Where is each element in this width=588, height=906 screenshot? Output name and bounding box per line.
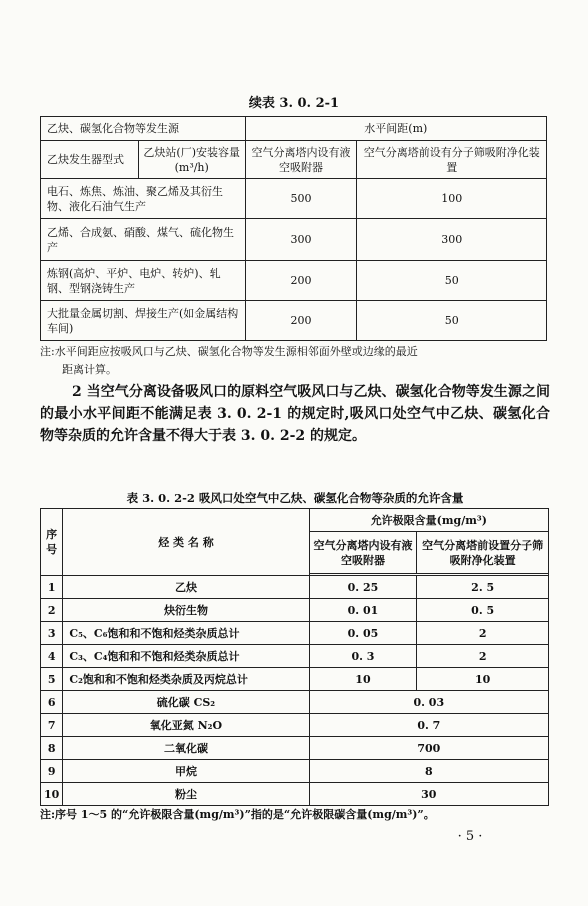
table-row [41, 691, 549, 714]
header-source: 乙炔、碳氢化合物等发生源 [41, 117, 246, 141]
row-no: 4 [41, 645, 63, 668]
row-value: 0. 7 [309, 714, 548, 737]
page-number: · 5 · [457, 829, 483, 844]
sub-col-b: 空气分离塔前设置分子筛吸附净化装置 [417, 532, 549, 574]
row-name: 炔衍生物 [63, 599, 309, 622]
table-row [41, 737, 549, 760]
row-value-b: 2. 5 [417, 576, 549, 599]
table2-note: 注:序号 1～5 的“允许极限含量(mg/m³)”指的是“允许极限碳含量(mg/m³)”。 [40, 808, 435, 821]
table-row [41, 261, 547, 301]
table-row [41, 760, 549, 783]
table-row [41, 668, 549, 691]
row-value-b: 0. 5 [417, 599, 549, 622]
row-name: C₃、C₄饱和和不饱和烃类杂质总计 [63, 645, 309, 668]
table-separation-distance [40, 116, 547, 341]
value-cell: 200 [245, 301, 357, 341]
table-impurity-limits [40, 508, 549, 806]
row-name: 乙炔 [63, 576, 309, 599]
note-line: 距离计算。 [62, 363, 117, 376]
row-name: 氧化亚氮 N₂O [63, 714, 309, 737]
table2-title: 表 3. 0. 2-2 吸风口处空气中乙炔、碳氢化合物等杂质的允许含量 [126, 491, 464, 505]
value-cell: 300 [357, 219, 547, 261]
row-value-a: 0. 05 [309, 622, 417, 645]
row-no: 3 [41, 622, 63, 645]
row-value-b: 2 [417, 622, 549, 645]
source-cell: 炼钢(高炉、平炉、电炉、转炉)、轧钢、型钢浇铸生产 [41, 261, 246, 301]
value-cell: 50 [357, 301, 547, 341]
table-row [41, 219, 547, 261]
row-name: 二氧化碳 [63, 737, 309, 760]
table-row [41, 622, 549, 645]
table-row [41, 645, 549, 668]
header-limit: 允许极限含量(mg/m³) [309, 509, 548, 532]
sub-station-capacity: 乙炔站(厂)安装容量(m³/h) [138, 141, 245, 179]
row-no: 7 [41, 714, 63, 737]
row-no: 10 [41, 783, 63, 806]
source-cell: 乙烯、合成氨、硝酸、煤气、硫化物生产 [41, 219, 246, 261]
row-value-b: 10 [417, 668, 549, 691]
sub-col-liquid-adsorber: 空气分离塔内设有液空吸附器 [245, 141, 357, 179]
row-name: C₂饱和和不饱和烃类杂质及丙烷总计 [63, 668, 309, 691]
row-no: 2 [41, 599, 63, 622]
row-name: C₅、C₆饱和和不饱和烃类杂质总计 [63, 622, 309, 645]
header-no: 序号 [41, 509, 63, 576]
note-line: 注:水平间距应按吸风口与乙炔、碳氢化合物等发生源相邻面外壁或边缘的最近 [40, 345, 418, 358]
table1-note [40, 343, 550, 379]
row-no: 1 [41, 576, 63, 599]
table-row [41, 783, 549, 806]
value-cell: 50 [357, 261, 547, 301]
row-value: 30 [309, 783, 548, 806]
row-value-b: 2 [417, 645, 549, 668]
table-row [41, 576, 549, 599]
sub-generator-type: 乙炔发生器型式 [41, 141, 139, 179]
row-value: 0. 03 [309, 691, 548, 714]
value-cell: 500 [245, 179, 357, 219]
row-no: 9 [41, 760, 63, 783]
value-cell: 200 [245, 261, 357, 301]
row-name: 硫化碳 CS₂ [63, 691, 309, 714]
row-no: 6 [41, 691, 63, 714]
sub-col-sieve: 空气分离塔前设有分子筛吸附净化装置 [357, 141, 547, 179]
row-value: 700 [309, 737, 548, 760]
row-value: 8 [309, 760, 548, 783]
row-name: 甲烷 [63, 760, 309, 783]
row-no: 8 [41, 737, 63, 760]
row-value-a: 10 [309, 668, 417, 691]
table-row [41, 599, 549, 622]
header-distance: 水平间距(m) [245, 117, 546, 141]
table1-title: 续表 3. 0. 2-1 [248, 96, 340, 111]
row-value-a: 0. 25 [309, 576, 417, 599]
body-paragraph: 2 当空气分离设备吸风口的原料空气吸风口与乙炔、碳氢化合物等发生源之间的最小水平间距不能满足表 3. 0. 2-1 的规定时,吸风口处空气中乙炔、碳氢化合物等杂质的允许含量不得大于表 3. 0. 2-2 的规定。 [40, 384, 550, 444]
source-cell: 电石、炼焦、炼油、聚乙烯及其衍生物、液化石油气生产 [41, 179, 246, 219]
value-cell: 100 [357, 179, 547, 219]
table-row [41, 301, 547, 341]
table-row [41, 179, 547, 219]
row-name: 粉尘 [63, 783, 309, 806]
sub-col-a: 空气分离塔内设有液空吸附器 [309, 532, 417, 574]
header-name: 烃 类 名 称 [63, 509, 309, 576]
value-cell: 300 [245, 219, 357, 261]
source-cell: 大批量金属切割、焊接生产(如金属结构车间) [41, 301, 246, 341]
row-value-a: 0. 3 [309, 645, 417, 668]
row-value-a: 0. 01 [309, 599, 417, 622]
table-row [41, 714, 549, 737]
row-no: 5 [41, 668, 63, 691]
